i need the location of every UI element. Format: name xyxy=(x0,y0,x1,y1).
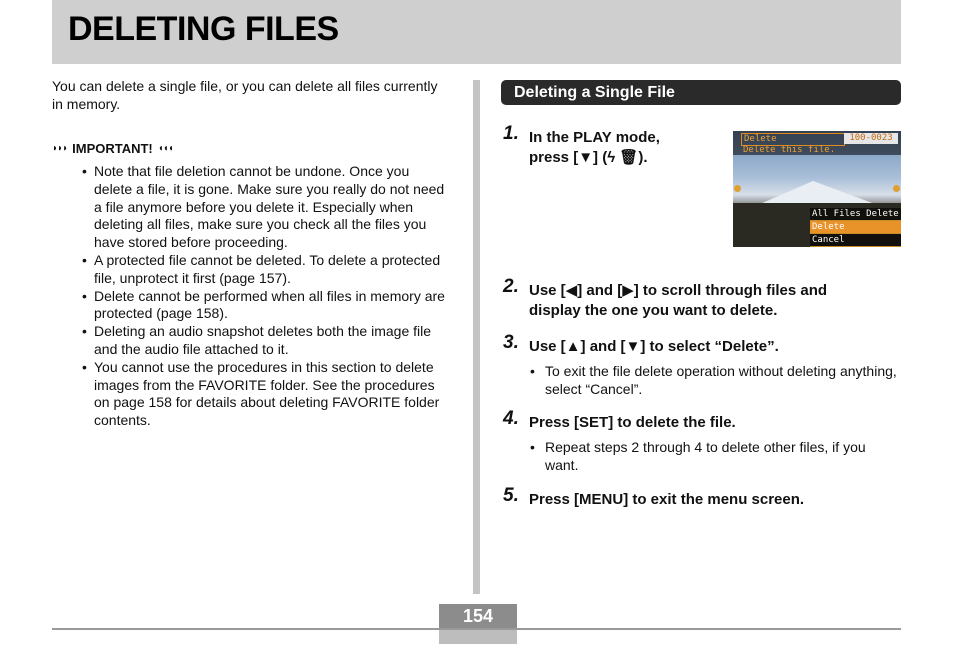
important-item: • A protected file cannot be deleted. To delete a protected file, unprotect it first (page 157). xyxy=(80,252,450,288)
step-number: 2. xyxy=(503,276,519,297)
page-number-base xyxy=(439,630,517,644)
page-title: DELETING FILES xyxy=(68,10,339,48)
important-label: IMPORTANT! xyxy=(72,141,153,156)
section-title: Deleting a Single File xyxy=(501,80,901,105)
column-divider xyxy=(473,80,480,594)
step-text: Press [SET] to delete the file. xyxy=(529,414,736,431)
page-number: 154 xyxy=(439,604,517,628)
page-header xyxy=(52,0,901,64)
step-number: 4. xyxy=(503,408,519,429)
step-text: Use [◀] and [▶] to scroll through files and display the one you want to delete. xyxy=(529,282,828,319)
step-3-note: • To exit the file delete operation without deleting anything, select “Cancel”. xyxy=(529,362,899,398)
intro-text: You can delete a single file, or you can delete all files currently in memory. xyxy=(52,78,438,112)
important-item: • Note that file deletion cannot be undone. Once you delete a file, it is gone. Make sure you really do not need a file anymore before you delete it. Especially when deleting all files, make sure you check all the files you have stored before proceeding. xyxy=(80,163,450,252)
page-number-box xyxy=(439,604,517,644)
screen-mode-tag: Delete xyxy=(741,133,845,146)
important-right-icon: ◖◖◖ xyxy=(157,143,173,154)
important-list xyxy=(80,163,450,430)
screen-file-number: 100-0023 xyxy=(844,133,898,144)
screen-menu-item: All Files Delete xyxy=(810,208,901,221)
important-heading xyxy=(52,141,173,156)
step-number: 1. xyxy=(503,123,519,144)
step-text: Press [MENU] to exit the menu screen. xyxy=(529,491,805,508)
important-item: • Deleting an audio snapshot deletes both the image file and the audio file attached to it. xyxy=(80,323,450,359)
screen-menu-item: Cancel xyxy=(810,234,901,247)
camera-screen-illustration xyxy=(733,131,901,247)
step-text: In the PLAY mode, press [▼] (ϟ 🗑). xyxy=(529,129,660,166)
step-number: 3. xyxy=(503,332,519,353)
important-left-icon: ◗◗◗ xyxy=(52,143,68,154)
screen-menu xyxy=(810,208,901,247)
left-scroll-icon xyxy=(734,185,741,192)
screen-message: Delete this file. xyxy=(743,145,836,155)
important-item: • You cannot use the procedures in this section to delete images from the FAVORITE folder. See the procedures on page 158 for details about deleting FAVORITE folder contents. xyxy=(80,359,450,430)
important-item: • Delete cannot be performed when all files in memory are protected (page 158). xyxy=(80,288,450,324)
step-text: Use [▲] and [▼] to select “Delete”. xyxy=(529,338,779,355)
step-number: 5. xyxy=(503,485,519,506)
screen-menu-item-selected: Delete xyxy=(810,221,901,234)
step-4-note: • Repeat steps 2 through 4 to delete other files, if you want. xyxy=(529,438,899,474)
right-scroll-icon xyxy=(893,185,900,192)
